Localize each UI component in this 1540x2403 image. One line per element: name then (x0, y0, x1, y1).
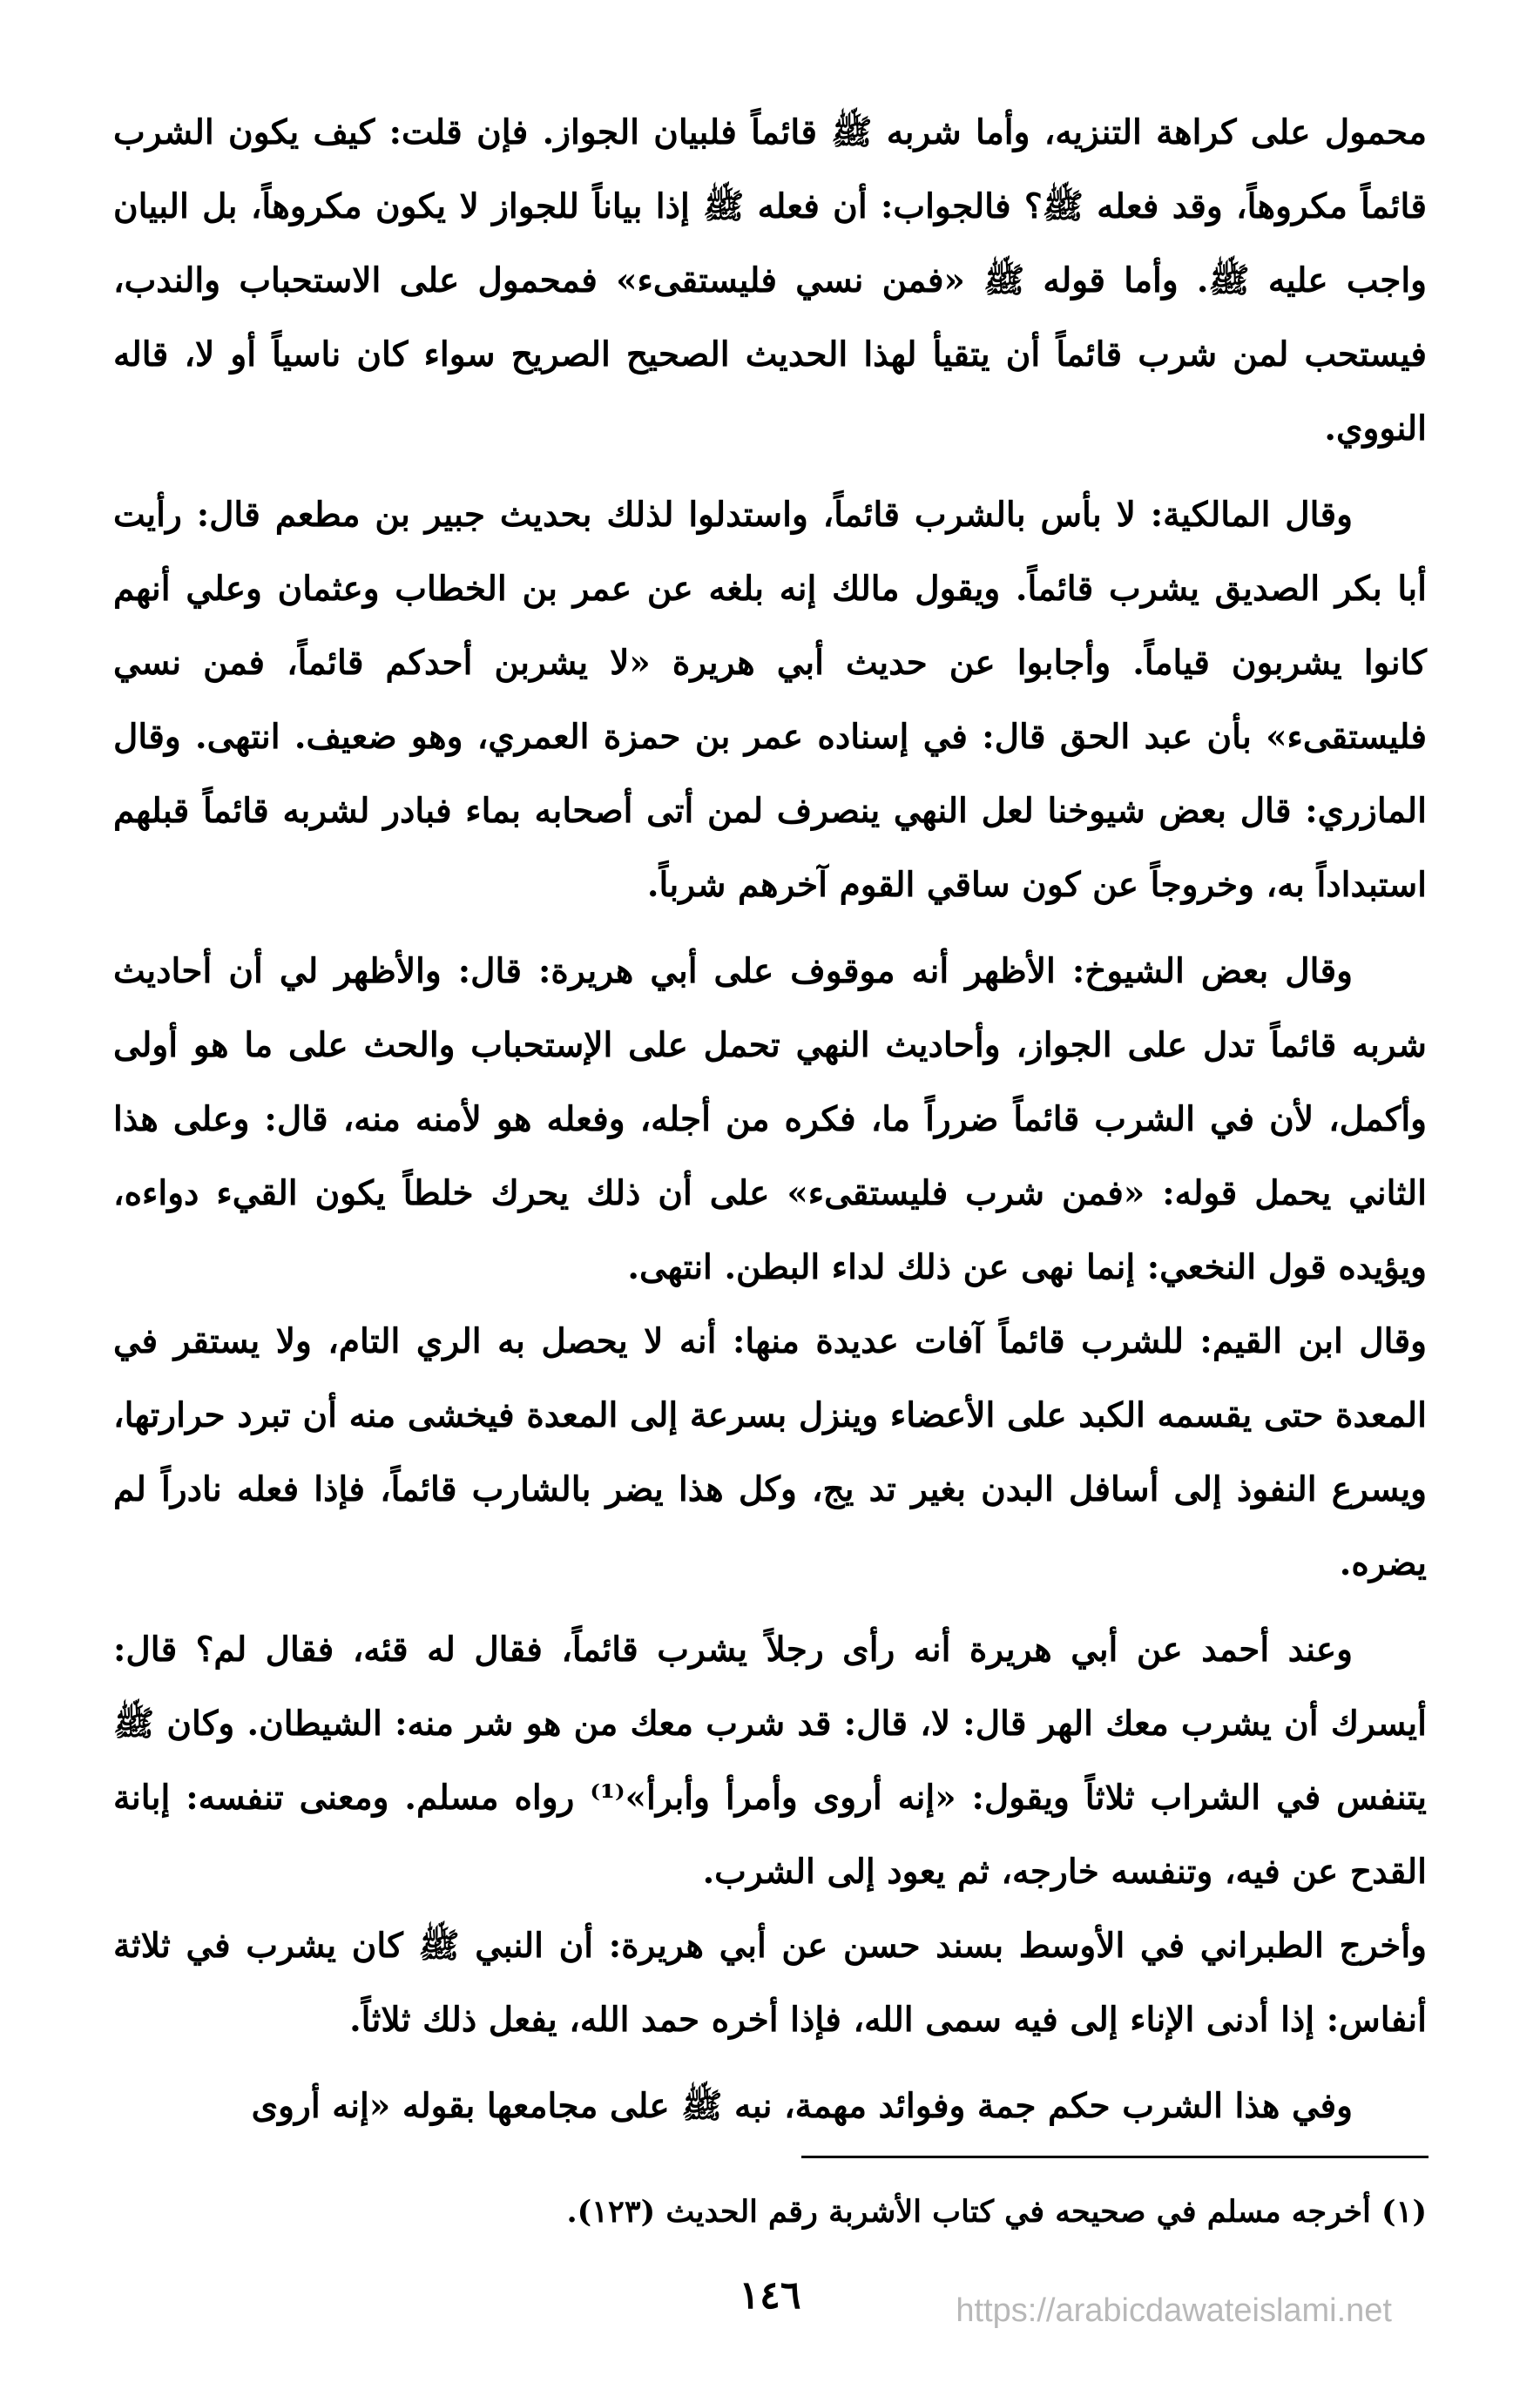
footnote-divider (801, 2156, 1429, 2158)
paragraph-7: وفي هذا الشرب حكم جمة وفوائد مهمة، نبه ﷺ على مجامعها بقوله «إنه أروى (251, 2086, 1353, 2126)
paragraph-4: وقال ابن القيم: للشرب قائماً آفات عديدة منها: أنه لا يحصل به الري التام، ولا يستقر في المعدة حتى يقسمه الكبد على الأعضاء وينزل بسرعة إلى المعدة فيخشى منه أن تبرد حرارتها، ويسرع النفوذ إلى أسافل البدن بغير تد يج، وكل هذا يضر بالشارب قائماً، فإذا فعله نادراً لم يضره. (113, 1321, 1427, 1583)
paragraph-3: وقال بعض الشيوخ: الأظهر أنه موقوف على أبي هريرة: قال: والأظهر لي أن أحاديث شربه قائماً تدل على الجواز، وأحاديث النهي تحمل على الإستحباب والحث على ما هو أولى وأكمل، لأن في الشرب قائماً ضرراً ما، فكره من أجله، وفعله هو لأمنه منه، قال: وعلى هذا الثاني يحمل قوله: «فمن شرب فليستقىء» على أن ذلك يحرك خلطاً يكون القيء دواءه، ويؤيده قول النخعي: إنما نهى عن ذلك لداء البطن. انتهى. (113, 951, 1427, 1287)
watermark-url: https://arabicdawateislami.net (956, 2292, 1392, 2329)
paragraph-6: وأخرج الطبراني في الأوسط بسند حسن عن أبي هريرة: أن النبي ﷺ كان يشرب في ثلاثة أنفاس: إذا أدنى الإناء إلى فيه سمى الله، فإذا أخره حمد الله، يفعل ذلك ثلاثاً. (113, 1926, 1427, 2040)
body-text (113, 96, 1427, 2143)
paragraph-1: محمول على كراهة التنزيه، وأما شربه ﷺ قائماً فلبيان الجواز. فإن قلت: كيف يكون الشرب قائماً مكروهاً، وقد فعله ﷺ؟ فالجواب: أن فعله ﷺ إذا بياناً للجواز لا يكون مكروهاً، بل البيان واجب عليه ﷺ. وأما قوله ﷺ «فمن نسي فليستقىء» فمحمول على الاستحباب والندب، فيستحب لمن شرب قائماً أن يتقيأ لهذا الحديث الصحيح الصريح سواء كان ناسياً أو لا، قاله النووي. (113, 112, 1427, 449)
footnote: (١) أخرجه مسلم في صحيحه في كتاب الأشربة رقم الحديث (١٢٣). (566, 2194, 1427, 2230)
page-number: ١٤٦ (739, 2273, 801, 2318)
paragraph-2: وقال المالكية: لا بأس بالشرب قائماً، واستدلوا لذلك بحديث جبير بن مطعم قال: رأيت أبا بكر الصديق يشرب قائماً. ويقول مالك إنه بلغه عن عمر بن الخطاب وعثمان وعلي أنهم كانوا يشربون قياماً. وأجابوا عن حديث أبي هريرة «لا يشربن أحدكم قائماً، فمن نسي فليستقىء» بأن عبد الحق قال: في إسناده عمر بن حمزة العمري، وهو ضعيف. انتهى. وقال المازري: قال بعض شيوخنا لعل النهي ينصرف لمن أتى أصحابه بماء فبادر لشربه قائماً قبلهم استبداداً به، وخروجاً عن كون ساقي القوم آخرهم شرباً. (113, 495, 1428, 905)
paragraph-5: وعند أحمد عن أبي هريرة أنه رأى رجلاً يشرب قائماً، فقال له قئه، فقال لم؟ قال: أيسرك أن يشرب معك الهر قال: لا، قال: قد شرب معك من هو شر منه: الشيطان. وكان ﷺ يتنفس في الشراب ثلاثاً ويقول: «إنه أروى وأمرأ وأبرأ»⁽¹⁾ رواه مسلم. ومعنى تنفسه: إبانة القدح عن فيه، وتنفسه خارجه، ثم يعود إلى الشرب. (113, 1630, 1427, 1892)
